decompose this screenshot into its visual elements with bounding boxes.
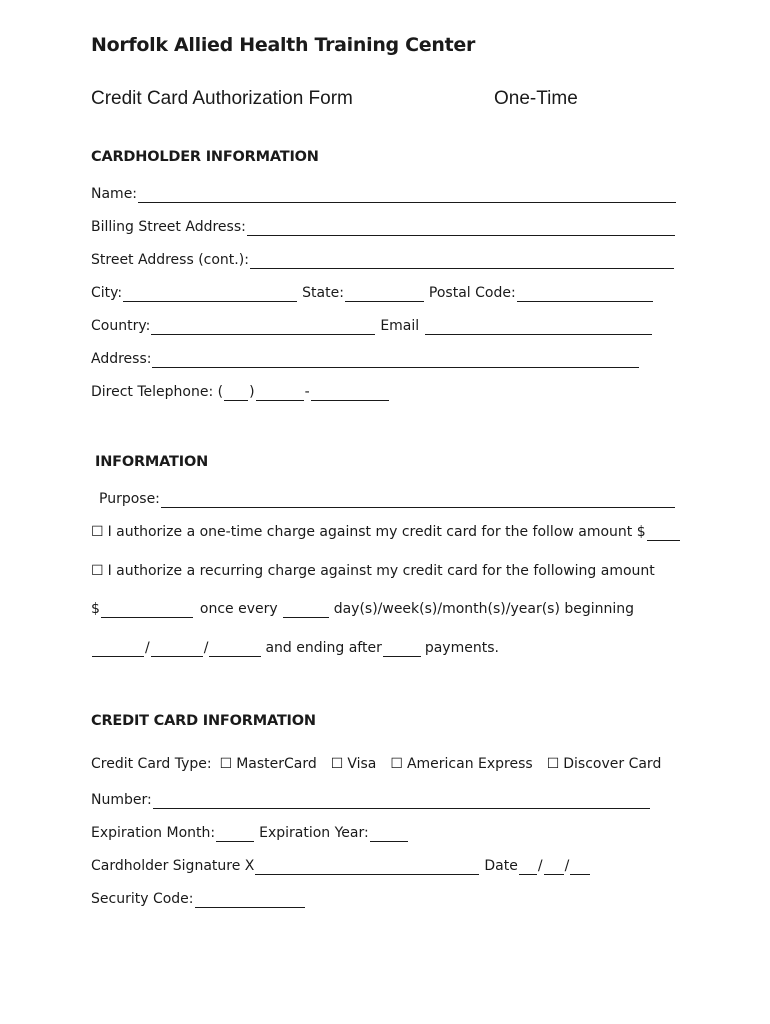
email-label: Email (380, 318, 420, 334)
exp-month-label: Expiration Month: (91, 825, 216, 841)
telephone-dash: - (304, 384, 310, 400)
card-number-field[interactable] (153, 794, 650, 809)
credit-card-heading: CREDIT CARD INFORMATION (91, 713, 316, 729)
street-cont-label: Street Address (cont.): (91, 252, 249, 268)
signature-field[interactable] (255, 860, 479, 875)
street-cont-row (91, 251, 675, 269)
signature-row (91, 857, 591, 875)
onetime-label: I authorize a one-time charge against my credit card for the follow amount $ (107, 524, 646, 540)
recurring-amount-row (91, 600, 634, 618)
frequency-field[interactable] (283, 603, 329, 618)
date-label: Date (484, 858, 518, 874)
mastercard-label: MasterCard (236, 756, 317, 772)
begin-slash-1: / (145, 640, 150, 656)
security-row (91, 890, 306, 908)
date-year-field[interactable] (570, 860, 590, 875)
onetime-row (91, 523, 681, 541)
period-label: day(s)/week(s)/month(s)/year(s) beginning (333, 601, 635, 617)
telephone-paren: ) (249, 384, 255, 400)
telephone-prefix: Direct Telephone: ( (91, 384, 224, 400)
discover-label: Discover Card (563, 756, 662, 772)
recurring-row (91, 562, 655, 580)
begin-day-field[interactable] (151, 642, 203, 657)
city-label: City: (91, 285, 123, 301)
form-title: Credit Card Authorization Form (91, 88, 353, 109)
payments-count-field[interactable] (383, 642, 421, 657)
billing-label: Billing Street Address: (91, 219, 246, 235)
ending-label: and ending after (265, 640, 382, 656)
date-day-field[interactable] (544, 860, 564, 875)
recurring-label: I authorize a recurring charge against my credit card for the following amount (107, 563, 655, 579)
exp-year-field[interactable] (370, 827, 408, 842)
amex-checkbox[interactable]: ☐ (390, 756, 403, 772)
state-field[interactable] (345, 287, 424, 302)
exp-month-field[interactable] (216, 827, 254, 842)
onetime-checkbox[interactable]: ☐ (91, 524, 104, 540)
postal-field[interactable] (517, 287, 653, 302)
area-code-field[interactable] (224, 386, 248, 401)
purpose-label: Purpose: (99, 491, 160, 507)
postal-label: Postal Code: (428, 285, 516, 301)
document-title: Norfolk Allied Health Training Center (91, 34, 476, 56)
security-code-field[interactable] (195, 893, 305, 908)
country-field[interactable] (151, 320, 375, 335)
card-type-row (91, 755, 661, 773)
payments-label: payments. (424, 640, 499, 656)
telephone-row (91, 383, 390, 401)
begin-month-field[interactable] (92, 642, 144, 657)
dollar-sign: $ (91, 601, 100, 617)
recurring-amount-field[interactable] (101, 603, 193, 618)
onetime-amount-field[interactable] (647, 526, 680, 541)
email-field[interactable] (425, 320, 652, 335)
cardholder-heading: CARDHOLDER INFORMATION (91, 149, 319, 165)
expiration-row (91, 824, 409, 842)
signature-label: Cardholder Signature X (91, 858, 255, 874)
card-number-label: Number: (91, 792, 152, 808)
billing-field[interactable] (247, 221, 675, 236)
visa-label: Visa (347, 756, 377, 772)
date-slash-1: / (537, 858, 543, 874)
city-field[interactable] (123, 287, 297, 302)
form-type: One-Time (494, 88, 578, 109)
name-field[interactable] (138, 188, 676, 203)
address-row (91, 350, 640, 368)
street-cont-field[interactable] (250, 254, 674, 269)
date-slash-2: / (564, 858, 570, 874)
state-label: State: (302, 285, 344, 301)
billing-row (91, 218, 676, 236)
purpose-field[interactable] (161, 493, 675, 508)
information-heading: INFORMATION (95, 454, 208, 470)
country-label: Country: (91, 318, 151, 334)
date-range-row (91, 639, 499, 657)
card-number-row (91, 791, 651, 809)
phone-prefix-field[interactable] (256, 386, 304, 401)
recurring-checkbox[interactable]: ☐ (91, 563, 104, 579)
mastercard-checkbox[interactable]: ☐ (219, 756, 233, 772)
address-label: Address: (91, 351, 152, 367)
once-every-label: once every (199, 601, 278, 617)
begin-slash-2: / (203, 640, 209, 656)
security-label: Security Code: (91, 891, 194, 907)
address-field[interactable] (152, 353, 639, 368)
date-month-field[interactable] (519, 860, 537, 875)
name-row (91, 185, 677, 203)
phone-line-field[interactable] (311, 386, 389, 401)
discover-checkbox[interactable]: ☐ (546, 756, 560, 772)
amex-label: American Express (406, 756, 533, 772)
name-label: Name: (91, 186, 138, 202)
begin-year-field[interactable] (209, 642, 261, 657)
visa-checkbox[interactable]: ☐ (330, 756, 344, 772)
card-type-label: Credit Card Type: (91, 756, 212, 772)
city-row (91, 284, 654, 302)
exp-year-label: Expiration Year: (259, 825, 369, 841)
country-row (91, 317, 653, 335)
purpose-row (99, 490, 676, 508)
